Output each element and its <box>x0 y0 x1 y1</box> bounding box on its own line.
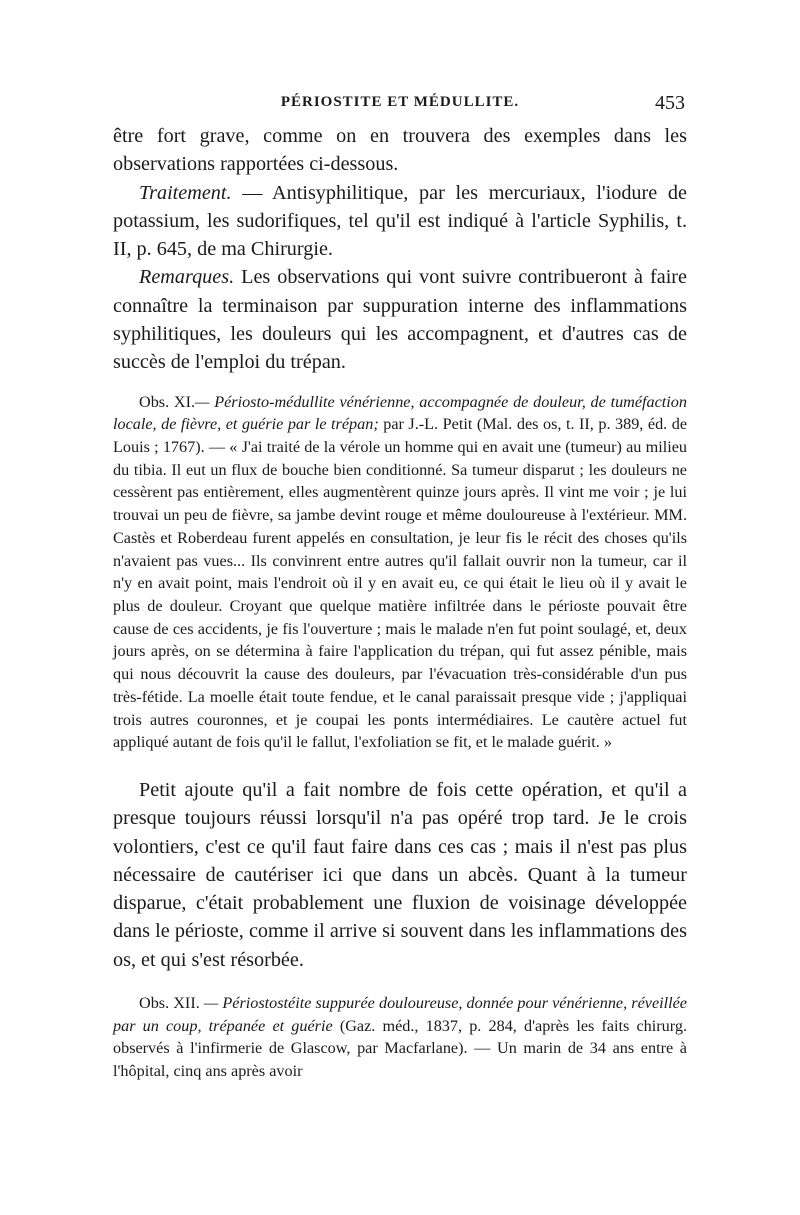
page-number: 453 <box>655 92 685 114</box>
paragraph-traitement <box>113 179 687 264</box>
paragraph-petit-ajoute-text: Petit ajoute qu'il a fait nombre de fois cette opération, et qu'il a presque toujours réussi lorsqu'il n'a pas opéré trop tard. Je le crois volontiers, c'est ce qu'il faut faire dans ces cas ; mais il n'est pas plus nécessaire de cautériser ici que dans un abcès. Quant à la tumeur disparue, c'était probablement une fluxion de voisinage développée dans le périoste, comme il arrive si souvent dans les inflammations des os, et qui s'est résorbée. <box>113 778 687 971</box>
observation-xii-text: (Gaz. méd., 1837, p. 284, d'après les faits chirurg. observés à l'infirmerie de Glascow, par Macfarlane). — Un marin de 34 ans entre à l'hôpital, cinq ans après avoir <box>113 1016 687 1081</box>
page-header <box>113 92 687 122</box>
observation-xi-text: par J.-L. Petit (Mal. des os, t. II, p. 389, éd. de Louis ; 1767). — « J'ai traité de la vérole un homme qui en avait une (tumeur) au milieu du tibia. Il eut un flux de bouche bien conditionné. Sa tumeur disparut ; les douleurs ne cessèrent pas entièrement, elles augmentèrent quinze jours après. Il vint me voir ; je lui trouvai un peu de fièvre, sa jambe devint rouge et même douloureuse à l'extérieur. MM. Castès et Roberdeau furent appelés en consultation, je leur fis le récit des choses qu'ils n'avaient pas vues... Ils convinrent entre autres qu'il fallait ouvrir non la tumeur, car il n'y en avait point, mais l'endroit où il y en avait eu, ce qui était le lieu où il y avait le plus de douleur. Croyant que quelque matière infiltrée dans le périoste pouvait être cause de ces accidents, je fis l'ouverture ; mais le malade n'en fut point soulagé, et, deux jours après, on se détermina à faire l'application du trépan, qui fut assez pénible, mais qui nous découvrit la cause des douleurs, par l'évacuation très-considérable d'un pus très-fétide. La moelle était toute fendue, et le canal paraissait presque vide ; j'appliquai trois autres couronnes, et je coupai les ponts intermédiaires. Le cautère actuel fut appliqué autant de fois qu'il le fallut, l'exfoliation se fit, et le malade guérit. » <box>113 415 688 752</box>
paragraph-continuation <box>113 122 687 179</box>
observation-xi-title: — Périosto-médullite vénérienne, accompagnée de douleur, de tuméfaction locale, de fièvre, et guérie par le trépan; <box>113 392 687 434</box>
observation-xi <box>113 391 687 754</box>
remarques-text: Les observations qui vont suivre contribueront à faire connaître la terminaison par suppuration interne des inflammations syphilitiques, les douleurs qui les accompagnent, et d'autres cas de succès de l'emploi du trépan. <box>113 266 687 374</box>
paragraph-petit-ajoute <box>113 776 687 974</box>
observation-xii-title: — Périostostéite suppurée douloureuse, donnée pour vénérienne, réveillée par un coup, trépanée et guérie <box>113 994 687 1035</box>
running-title: PÉRIOSTITE ET MÉDULLITE. <box>280 94 520 110</box>
paragraph-remarques <box>113 263 687 376</box>
traitement-text: — Antisyphilitique, par les mercuriaux, l'iodure de potassium, les sudorifiques, tel qu'il est indiqué à l'article Syphilis, t. II, p. 645, de ma Chirurgie. <box>113 181 687 261</box>
observation-xii-label: Obs. XII. <box>139 994 200 1012</box>
observation-xii <box>113 992 687 1083</box>
remarques-label: Remarques. <box>139 266 235 289</box>
book-page <box>113 92 687 1083</box>
observation-xi-label: Obs. XI. <box>139 392 196 411</box>
paragraph-continuation-text: être fort grave, comme on en trouvera des exemples dans les observations rapportées ci-dessous. <box>113 125 687 176</box>
traitement-label: Traitement. <box>139 181 232 204</box>
